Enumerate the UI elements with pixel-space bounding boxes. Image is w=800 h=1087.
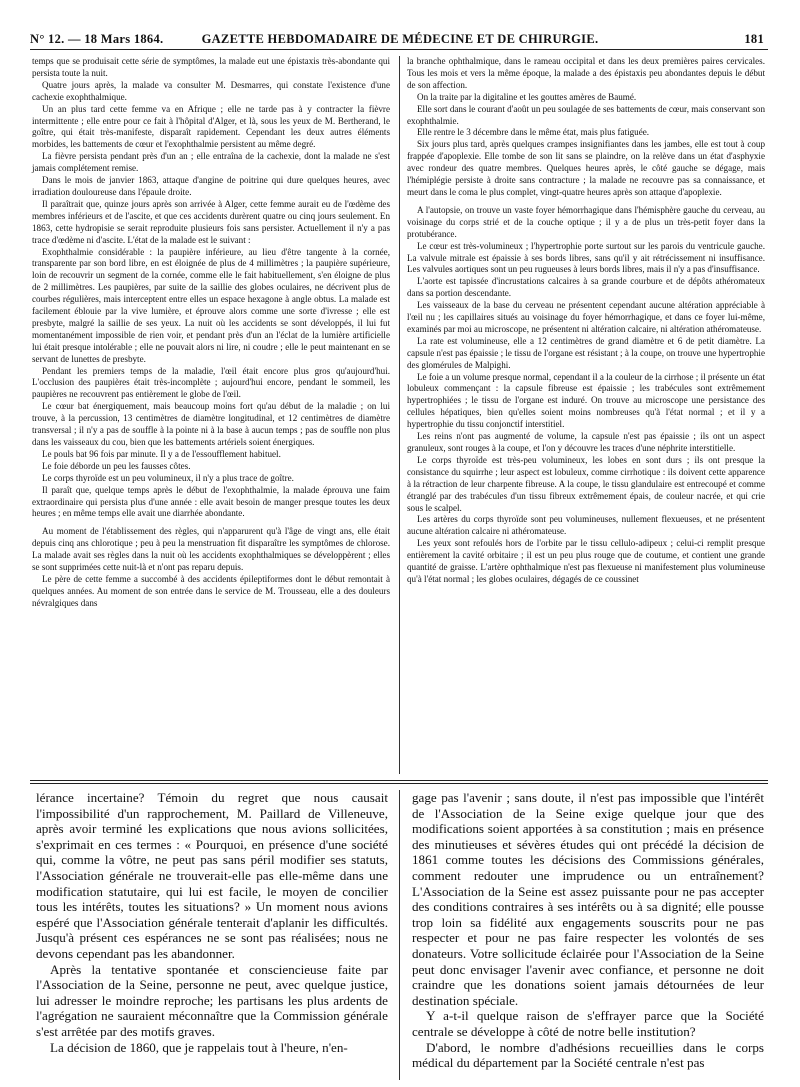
paragraph: Les reins n'ont pas augmenté de volume, la capsule n'est pas épaissie ; ils ont un aspect granuleux, sont rouges à la coupe, et l'on y découvre les traces d'une néphrite interstitielle.	[407, 431, 765, 453]
paragraph: La rate est volumineuse, elle a 12 centimètres de grand diamètre et 6 de petit diamètre. La capsule n'est pas épaissie ; le tissu de l'organe est résistant ; à la coupe, on trouve une hypertrophie des glomérules de Malpighi.	[407, 335, 765, 370]
paragraph: L'aorte est tapissée d'incrustations calcaires à sa grande courbure et de dépôts athéromateux dans sa portion descendante.	[407, 276, 765, 299]
paragraph: Six jours plus tard, après quelques crampes insignifiantes dans les jambes, elle est tout à coup frappée d'apoplexie. Elle tombe de son lit sans se plaindre, on la relève dans un état d'asphyxie avec rondeur des quatre membres. Quelques heures après, le côté gauche se dégage, mais l'hémiplégie persiste à droite sans contracture ; la malade ne recouvre pas sa connaissance, et meurt dans le coma le plus complet, vingt-quatre heures après son attaque d'apoplexie.	[407, 139, 765, 197]
paragraph: La décision de 1860, que je rappelais tout à l'heure, n'en-	[50, 1039, 348, 1055]
paragraph: Elle rentre le 3 décembre dans le même état, mais plus fatiguée.	[417, 127, 650, 138]
section-rule	[30, 780, 768, 781]
paragraph: A l'autopsie, on trouve un vaste foyer hémorrhagique dans l'hémisphère gauche du cerveau, au voisinage du corps strié et de la couche optique ; il y a de plus un très-petit foyer dans la protubérance.	[407, 204, 765, 239]
column-divider	[399, 790, 400, 1080]
paragraph: Le foie a un volume presque normal, cependant il a la couleur de la cirrhose ; il présente un état lobuleux commençant : la capsule fibreuse est épaissie ; les trabécules sont extrêmement hypertrophiées ; le tissu de l'organe est induré. On trouve au microscope une persistance des cellules hépatiques, bien qu'elles soient moins nombreuses qu'à l'état normal ; et il y a hypertrophie du tissu conjonctif interstitiel.	[407, 371, 765, 430]
paragraph: Le corps thyroïde est un peu volumineux, il n'y a plus trace de goître.	[42, 472, 294, 483]
paragraph: Un an plus tard cette femme va en Afrique ; elle ne tarde pas à y contracter la fièvre intermittente ; elle entre pour ce fait à l'hôpital d'Alger, et là, sous les yeux de M. Bertherand, le goître, qui était très-manifeste, disparaît rapidement. Cependant les deux autres éléments morbides, les battements de cœur et l'exophthalmie persistent au même degré.	[32, 103, 390, 150]
header-rule	[30, 49, 768, 50]
paragraph: On la traite par la digitaline et les gouttes amères de Baumé.	[417, 91, 637, 102]
section-rule	[30, 783, 768, 784]
paragraph: Les yeux sont refoulés hors de l'orbite par le tissu cellulo-adipeux ; celui-ci remplit presque entièrement la cavité orbitaire ; il est un peu plus rouge que de coutume, et contient une grande quantité de graisse. L'artère ophthalmique n'est pas flexueuse ni manifestement plus volumineuse qu'à l'état normal ; les globes oculaires, dégagés de ce coussinet	[407, 538, 765, 584]
paragraph: Au moment de l'établissement des règles, qui n'apparurent qu'à l'âge de vingt ans, elle était depuis cinq ans chlorotique ; peu à peu la menstruation fit disparaître les symptômes de chlorose. La malade avait ses règles dans la nuit où les accidents exophthalmiques se développèrent ; elles se sont supprimées cette nuit-là et n'ont pas reparu depuis.	[32, 526, 390, 573]
paragraph: Le foie déborde un peu les fausses côtes.	[42, 460, 191, 471]
paragraph: Pendant les premiers temps de la maladie, l'œil était encore plus gros qu'aujourd'hui. L'occlusion des paupières était très-incomplète ; aujourd'hui encore, pendant le sommeil, les paupières ne recouvrent pas entièrement le globe de l'œil.	[32, 365, 390, 400]
issue-date: N° 12. — 18 Mars 1864.	[30, 32, 164, 46]
paragraph: Il paraîtrait que, quinze jours après son arrivée à Alger, cette femme aurait eu de l'œdème des membres inférieurs et de l'ascite, et que ces accidents durèrent quatre ou cinq jours seulement. En 1863, cette hydropisie se serait reproduite plusieurs fois sans persister. Actuellement il n'y a pas trace d'œdème ni d'ascite. L'état de la malade est le suivant :	[32, 198, 390, 245]
paragraph: gage pas l'avenir ; sans doute, il n'est pas impossible que l'intérêt de l'Association de la Seine exige quelque jour que des modifications soient apportées à sa constitution ; mais en présence des minutieuses et sévères études qui ont précédé la décision de 1861 comme toutes les décisions des Commissions générales, comment redouter une imprudence ou un entraînement? L'Association de la Seine est assez puissante pour ne pas accepter des conditions contraires à ses intérêts ou à sa dignité; elle pousse trop loin sa fidélité aux engagements souscrits pour ne pas respecter et pour ne pas faire respecter les volontés de ses donateurs. Votre sollicitude éclairée pour l'Association de la Seine peut donc envisager l'avenir avec confiance, et personne ne doit craindre que les donations soient jamais détournées de leur destination spéciale.	[412, 790, 764, 1008]
paragraph: Les vaisseaux de la base du cerveau ne présentent cependant aucune altération appréciable à l'œil nu ; les capillaires situés au voisinage du foyer hémorrhagique, et dans ce foyer lui-même, examinés par moi au microscope, ne présentent ni altération calcaire, ni altération athéromateuse.	[407, 300, 765, 334]
left-column	[32, 56, 390, 610]
paragraph: La fièvre persista pendant près d'un an ; elle entraîna de la cachexie, dont la malade ne s'est jamais complétement remise.	[32, 151, 390, 174]
paragraph: lérance incertaine? Témoin du regret que nous causait l'impossibilité d'un rapprochement, M. Paillard de Villeneuve, après avoir terminé les explications que nous avions sollicitées, s'exprimait en ces termes : « Pourquoi, en présence d'une société qui, comme la vôtre, ne peut pas sans péril modifier ses statuts, l'Association générale ne trouverait-elle pas elle-même dans une modification statutaire, qui lui est facile, le moyen de concilier tous les intérêts, toutes les situations? » Un moment nous avions espéré que l'Association générale tenterait d'aplanir les difficultés. Jusqu'à présent ces espérances ne se sont pas réalisées; nous ne devons cependant pas les abandonner.	[36, 790, 388, 961]
journal-title: GAZETTE HEBDOMADAIRE DE MÉDECINE ET DE CHIRURGIE.	[201, 32, 599, 46]
paragraph: Les artères du corps thyroïde sont peu volumineuses, nullement flexueuses, et ne présentent aucune altération calcaire ni athéromateuse.	[407, 514, 765, 537]
paragraph: Il paraît que, quelque temps après le début de l'exophthalmie, la malade éprouva une faim extraordinaire qui persista plus d'une année : elle avait besoin de manger presque toutes les deux heures ; en même temps elle avait une diarrhée abondante.	[32, 484, 390, 519]
column-divider	[399, 56, 400, 774]
paragraph: temps que se produisait cette série de symptômes, la malade eut une épistaxis très-abondante qui persista toute la nuit.	[32, 56, 390, 78]
paragraph: D'abord, le nombre d'adhésions recueillies dans le corps médical du département par la Société centrale n'est pas	[412, 1039, 764, 1071]
paragraph: Le pouls bat 96 fois par minute. Il y a de l'essoufflement habituel.	[42, 448, 281, 459]
paragraph: Le cœur bat énergiquement, mais beaucoup moins fort qu'au début de la maladie ; on lui trouve, à la percussion, 13 centimètres de diamètre longitudinal, et 12 centimètres de diamètre transversal ; il n'y a pas de souffle à la pointe ni à la base à aucun temps ; pas de souffle non plus dans les vaisseaux du cou, bien que les battements artériels soient énergiques.	[32, 401, 390, 447]
paragraph: Après la tentative spontanée et consciencieuse faite par l'Association de la Seine, personne ne peut, avec quelque justice, lui adresser le moindre reproche; les partisans les plus ardents de l'agrégation ne sauraient méconnaître que la Commission générale s'est arrêtée par des motifs graves.	[36, 961, 388, 1039]
feuilleton-left-column	[36, 790, 388, 1055]
paragraph: Le corps thyroïde est très-peu volumineux, les lobes en sont durs ; ils ont presque la consistance du squirrhe ; leur aspect est lobuleux, comme cirrhotique : ils doivent cette apparence à la rétraction de leur charpente fibreuse. A la coupe, le tissu glandulaire est entrecoupé et comme étranglé par des trabécules d'un tissu fibreux extrêmement épais, de couleur nacrée, et qui crie sous le scalpel.	[407, 454, 765, 513]
feuilleton-right-column	[412, 790, 764, 1071]
paragraph: Exophthalmie considérable : la paupière inférieure, au lieu d'être tangente à la cornée, transparente par son bord libre, en est éloignée de plus de 4 millimètres ; la paupière supérieure, loin de recouvrir un segment de la cornée, comme elle le fait habituellement, s'en éloigne de plus de 2 millimètres. Les paupières, par suite de la saillie des globes oculaires, ne décrivent plus de courbes régulières, mais interceptent entre elles un espace hexagone à angle obtus. La malade est facilement éblouie par la vive lumière, et éprouve alors comme une sorte d'ivresse ; elle est presbyte, malgré la saillie de ses yeux. La nuit où les accidents se sont développés, il lui fut momentanément impossible de rien voir, et pendant près d'un an l'éclat de la lumière artificielle lui était presque intolérable ; elle ne pouvait alors ni lire, ni coudre ; elle le peut maintenant en se servant de lunettes de presbyte.	[32, 246, 390, 364]
paragraph: Y a-t-il quelque raison de s'effrayer parce que la Société centrale se développe à côté de notre belle institution?	[412, 1008, 764, 1039]
page-number: 181	[744, 32, 764, 46]
paragraph: Le père de cette femme a succombé à des accidents épileptiformes dont le début remontait à quelques années. Au moment de son entrée dans le service de M. Trousseau, elle a des douleurs névralgiques dans	[32, 573, 390, 608]
paragraph: la branche ophthalmique, dans le rameau occipital et dans les deux premières paires cervicales. Tous les mois et vers la même époque, la malade a des épistaxis peu abondantes depuis le début de son affection.	[407, 56, 765, 90]
right-column	[407, 56, 765, 586]
paragraph: Quatre jours après, la malade va consulter M. Desmarres, qui constate l'existence d'une cachexie exophthalmique.	[32, 79, 390, 102]
paragraph: Elle sort dans le courant d'août un peu soulagée de ses battements de cœur, mais conservant son exophthalmie.	[407, 103, 765, 126]
paragraph: Dans le mois de janvier 1863, attaque d'angine de poitrine qui dure quelques heures, avec irradiation douloureuse dans l'épaule droite.	[32, 175, 390, 197]
page-header	[30, 26, 770, 50]
paragraph: Le cœur est très-volumineux ; l'hypertrophie porte surtout sur les parois du ventricule gauche. La valvule mitrale est épaissie à ses bords libres, sans qu'il y ait rétrécissement ni insuffisance. Les valvules aortiques sont un peu rugueuses à leurs bords libres, mais il n'y a pas d'insuffisance.	[407, 240, 765, 275]
